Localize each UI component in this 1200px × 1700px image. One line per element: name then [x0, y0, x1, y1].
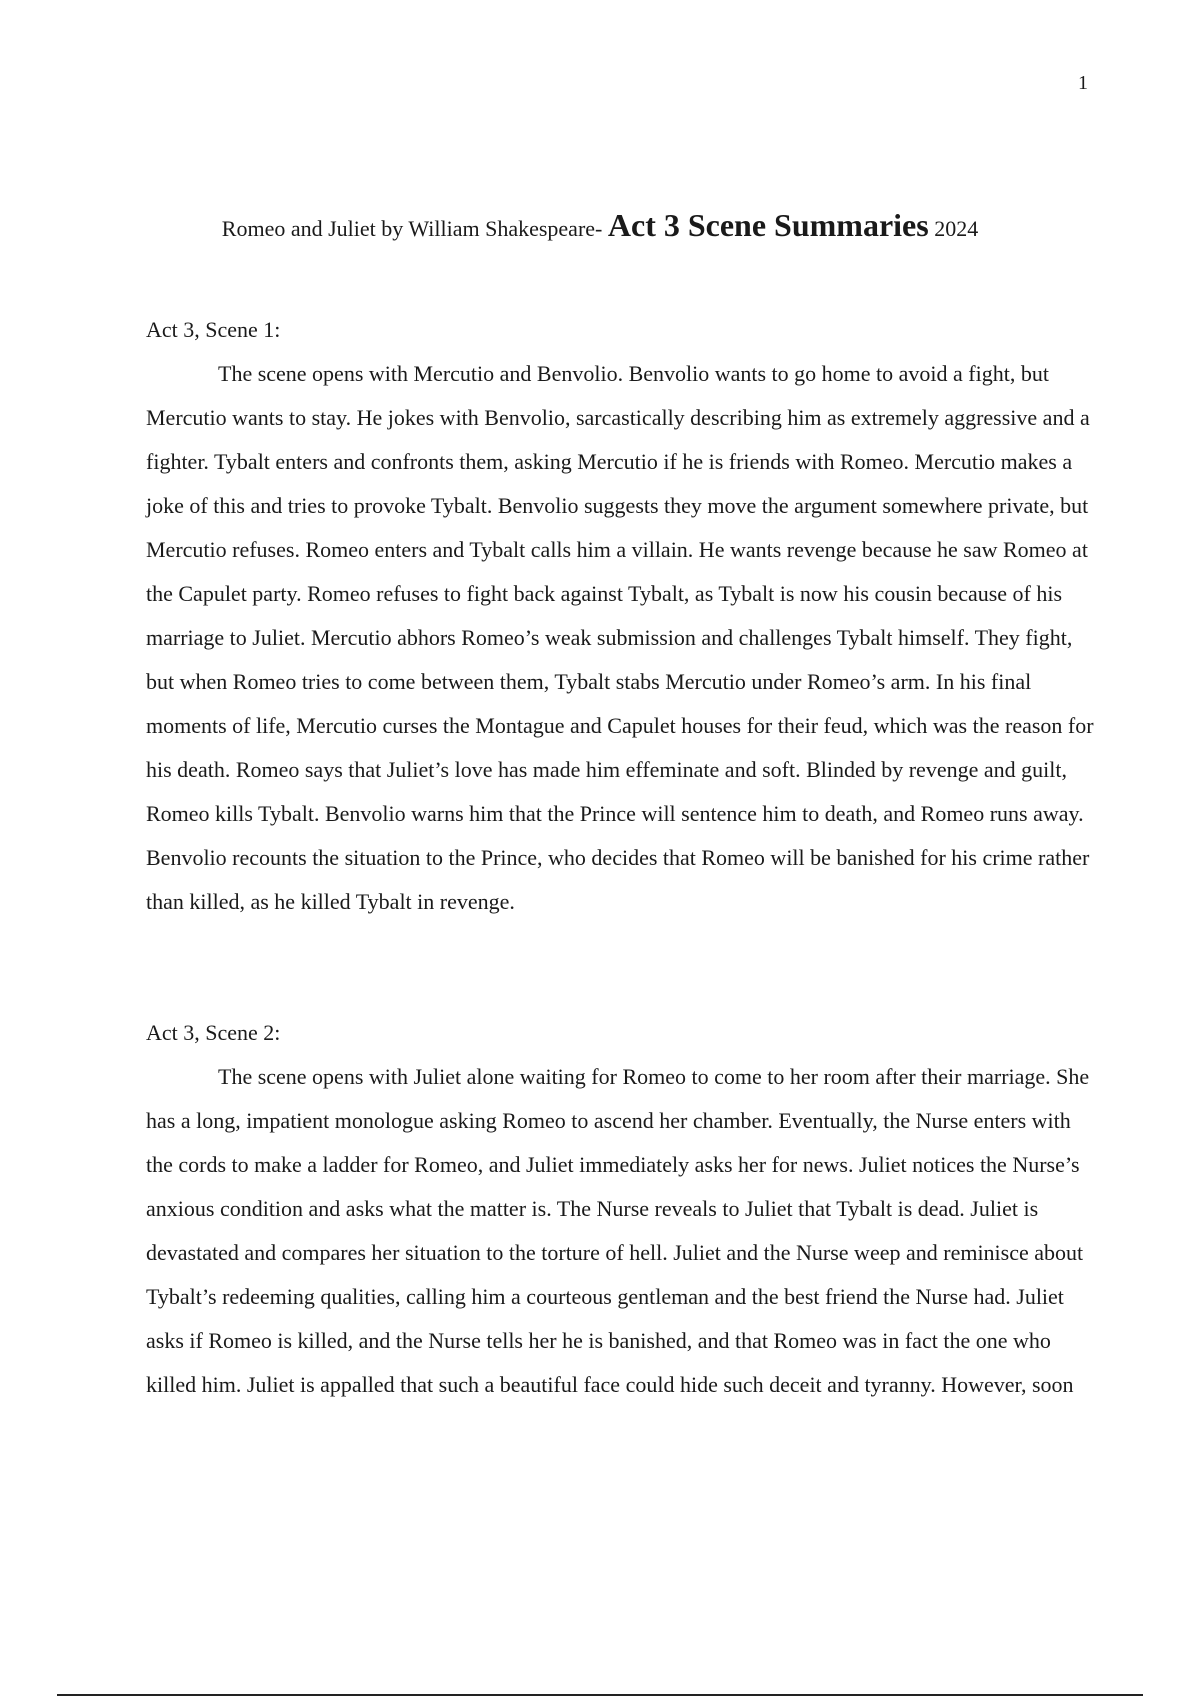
title-suffix: 2024 — [928, 216, 979, 241]
section-body: The scene opens with Mercutio and Benvolio. Benvolio wants to go home to avoid a fight, but Mercutio wants to stay. He jokes with Benvolio, sarcastically describing him as extremely aggressive and a fighter. Tybalt enters and confronts them, asking Mercutio if he is friends with Romeo. Mercutio makes a joke of this and tries to provoke Tybalt. Benvolio suggests they move the argument somewhere private, but Mercutio refuses. Romeo enters and Tybalt calls him a villain. He wants revenge because he saw Romeo at the Capulet party. Romeo refuses to fight back against Tybalt, as Tybalt is now his cousin because of his marriage to Juliet. Mercutio abhors Romeo’s weak submission and challenges Tybalt himself. They fight, but when Romeo tries to come between them, Tybalt stabs Mercutio under Romeo’s arm. In his final moments of life, Mercutio curses the Montague and Capulet houses for their feud, which was the reason for his death. Romeo says that Juliet’s love has made him effeminate and soft. Blinded by revenge and guilt, Romeo kills Tybalt. Benvolio warns him that the Prince will sentence him to death, and Romeo runs away. Benvolio recounts the situation to the Prince, who decides that Romeo will be banished for his crime rather than killed, as he killed Tybalt in revenge. — [146, 361, 1094, 914]
section-body: The scene opens with Juliet alone waiting for Romeo to come to her room after their marriage. She has a long, impatient monologue asking Romeo to ascend her chamber. Eventually, the Nurse enters with the cords to make a ladder for Romeo, and Juliet immediately asks her for news. Juliet notices the Nurse’s anxious condition and asks what the matter is. The Nurse reveals to Juliet that Tybalt is dead. Juliet is devastated and compares her situation to the torture of hell. Juliet and the Nurse weep and reminisce about Tybalt’s redeeming qualities, calling him a courteous gentleman and the best friend the Nurse had. Juliet asks if Romeo is killed, and the Nurse tells her he is banished, and that Romeo was in fact the one who killed him. Juliet is appalled that such a beautiful face could hide such deceit and tyranny. However, soon — [146, 1064, 1090, 1397]
section-act3-scene2 — [146, 1011, 1094, 1407]
section-heading: Act 3, Scene 1: — [146, 317, 281, 342]
page-bottom-rule — [57, 1694, 1143, 1696]
title-prefix: Romeo and Juliet by William Shakespeare- — [221, 216, 608, 241]
page-number: 1 — [1078, 72, 1088, 94]
section-heading: Act 3, Scene 2: — [146, 1020, 281, 1045]
document-title — [0, 207, 1200, 244]
title-main: Act 3 Scene Summaries — [607, 207, 929, 243]
section-act3-scene1 — [146, 308, 1094, 924]
